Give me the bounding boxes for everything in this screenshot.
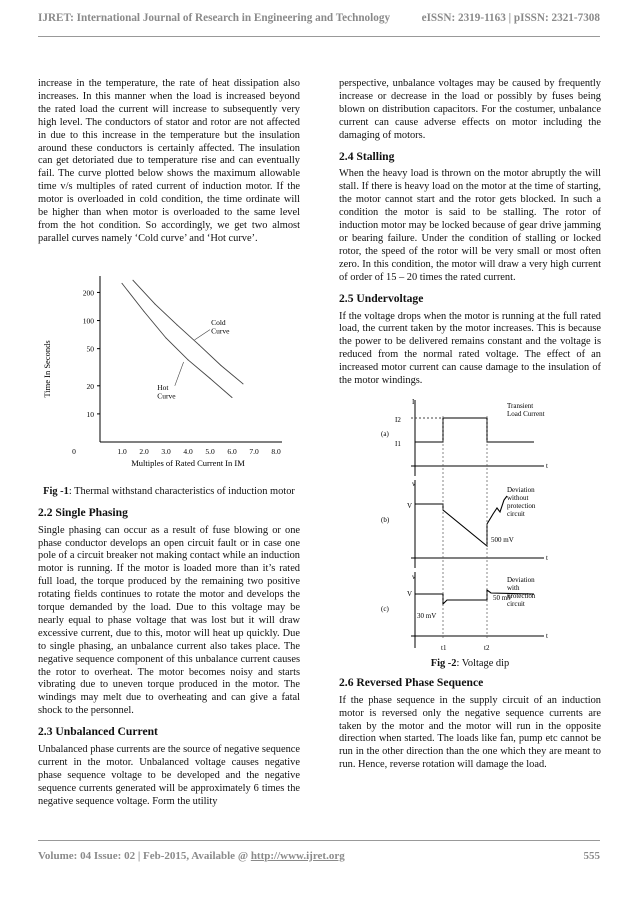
panel-a-level-low: I1: [395, 439, 401, 448]
running-header: [38, 12, 600, 24]
x-tick-label: 1.0: [117, 446, 127, 456]
section-2-2-body: Single phasing can occur as a result of fuse blowing or one phase conductor develops an open circuit fault or in case one pole of a circuit breaker not making contact while an induction motor is running. If the motor is loaded more than it’s rated full load, the torque produced by the remaining two positive rotating fields continues to rotate the motor and develops the torque demanded by the load. Due to this voltage may be nearly equal to phase voltage that was lost but it will draw excessive current, due to this, motor will heat up quickly. Due to single phasing, an unbalance current also takes place. The negative sequence component of this unbalance current causes the rotor to overheat. The motor becomes noisy and starts vibrating due to uneven torque produced in the motor. The windings may melt due to overheating and can give a fatal shock to the personnel.: [38, 524, 300, 717]
cold-curve-point: [155, 303, 156, 304]
panel-c-level-v: V: [407, 589, 413, 598]
header-rule: [38, 36, 600, 37]
panel-a-annotation: Transient Load Current: [507, 401, 545, 418]
section-2-4-title: 2.4 Stalling: [339, 149, 395, 163]
page-number: 555: [583, 850, 600, 862]
x-tick-label: 0: [72, 446, 76, 456]
hot-curve-point: [144, 311, 145, 312]
x-tick-label: 3.0: [161, 446, 171, 456]
y-tick-label: 50: [86, 344, 94, 354]
cold-curve-leader: [195, 329, 210, 339]
panel-b-label: (b): [381, 515, 390, 524]
t2-label: t2: [484, 643, 490, 652]
section-2-2-title: 2.2 Single Phasing: [38, 505, 128, 519]
fig2-caption-text: : Voltage dip: [456, 657, 510, 669]
section-2-6-title: 2.6 Reversed Phase Sequence: [339, 675, 484, 689]
panel-b-annotation: Deviation without protection circuit: [507, 485, 536, 518]
y-tick-label: 10: [86, 409, 94, 419]
footer-url-link[interactable]: http://www.ijret.org: [250, 850, 345, 862]
section-2-5-body: If the voltage drops when the motor is running at the full rated load, the current taken by the motor increases. This is because the power to be delivered remains constant and the voltage is reduced from the normal rated voltage. The effect of an increased motor current can cause damage to the insulation of the motor windings.: [339, 310, 601, 387]
x-tick-label: 7.0: [249, 446, 259, 456]
panel-a-level-high: I2: [395, 415, 401, 424]
left-column: [38, 78, 300, 817]
cold-curve-point: [177, 324, 178, 325]
hot-curve-point: [232, 397, 233, 398]
hot-curve-leader: [175, 362, 184, 386]
panel-c-annotation: Deviation with protection circuit: [507, 575, 536, 608]
y-tick-label: 100: [82, 316, 94, 326]
panel-b-dip-value: 500 mV: [491, 535, 514, 544]
right-column: [339, 78, 601, 780]
fig2-voltage-dip-diagram: [339, 396, 601, 654]
x-axis-label: Multiples of Rated Current In IM: [131, 457, 245, 468]
hot-curve-point: [210, 378, 211, 379]
t1-label: t1: [441, 643, 447, 652]
panel-c-t-label: t: [546, 631, 548, 640]
fig1-caption: [38, 486, 300, 499]
section-2-6-body: If the phase sequence in the supply circuit of an induction motor is reversed only the negative sequence currents are taken by the motor and the motor will run in the opposite direction when started. The loads like fan, pump etc cannot be run in the other direction than the one which they are meant to run. Hence, reverse rotation will damage the load.: [339, 694, 601, 771]
section-2-3-body: Unbalanced phase currents are the source of negative sequence current in the motor. Unbalanced voltage causes negative phase sequence voltage to be developed and the negative sequence currents generated will be approximately 6 times the negative sequence voltage. Form the utility: [38, 744, 300, 807]
page-footer: [38, 850, 600, 862]
x-tick-label: 5.0: [205, 446, 215, 456]
x-tick-label: 2.0: [139, 446, 149, 456]
cold-curve-point: [199, 344, 200, 345]
panel-c-dip-value: 30 mV: [417, 611, 437, 620]
y-tick-label: 200: [82, 288, 94, 298]
panel-b-axis-label: v: [412, 479, 416, 488]
panel-a-axis-label: I: [412, 397, 415, 406]
x-tick-label: 8.0: [271, 446, 281, 456]
cold-curve-label: Cold Curve: [211, 317, 230, 336]
cold-curve-point: [221, 365, 222, 366]
section-2-4-body: When the heavy load is thrown on the motor abruptly the will stall. If there is heavy load on the motor at the time of starting, the motor cannot start and the rotor gets blocked. In such a condition the motor is said to be stalling. The rotor of induction motor may be locked because of gear drive jamming or bearing failure. Under the condition of stalling or locked rotor, the speed of the rotor will be very small or most often zero. In this condition, the motor will draw a very high current of order of 15 – 20 times the rated current.: [339, 168, 601, 283]
footer-volume: [38, 850, 345, 862]
panel-c-axis-label: v: [412, 572, 416, 581]
footer-volume-text: Volume: 04 Issue: 02 | Feb-2015, Available @: [38, 850, 249, 862]
panel-b-t-label: t: [546, 553, 548, 562]
panel-b-level-v: V: [407, 501, 413, 510]
hot-curve-point: [188, 359, 189, 360]
cold-curve-point: [133, 280, 134, 281]
panel-c-overshoot-value: 50 mV: [493, 593, 513, 602]
x-tick-label: 4.0: [183, 446, 193, 456]
cold-curve-point: [243, 383, 244, 384]
intro-paragraph: increase in the temperature, the rate of heat dissipation also increases. In this manner when the load is increased beyond the rated load the current will increase to subsequently very high level. The conductors of stator and rotor are not affected in due to this increase in the temperature but the insulation around these conductors is certainly affected. The insulation can get detoriated due to temperature rise and can eventually fail. The curve plotted below shows the maximum allowable time v/s multiples of rated current of induction motor. If the motor is overloaded in cold condition, the time ordinate will be higher than when motor is overloaded to the same level from the hot condition. So accordingly, we get two almost parallel curves namely ‘Cold curve’ and ‘Hot curve’.: [38, 78, 300, 244]
x-tick-label: 6.0: [227, 446, 237, 456]
panel-c-label: (c): [381, 604, 389, 613]
fig1-thermal-chart: [38, 254, 300, 482]
footer-rule: [38, 840, 600, 841]
section-2-3-title: 2.3 Unbalanced Current: [38, 725, 158, 739]
hot-curve-point: [122, 283, 123, 284]
fig1-label: Fig -1: [43, 485, 69, 497]
panel-a-t-label: t: [546, 461, 548, 470]
fig2-label: Fig -2: [430, 657, 457, 669]
y-axis-label: Time In Seconds: [42, 340, 52, 398]
y-tick-label: 20: [86, 381, 94, 391]
hot-curve-label: Hot Curve: [157, 382, 176, 401]
section-2-5-title: 2.5 Undervoltage: [339, 291, 424, 305]
issn: eISSN: 2319-1163 | pISSN: 2321-7308: [421, 12, 600, 24]
continuation-paragraph: perspective, unbalance voltages may be caused by frequently increase or decrease in the load or possibly by fuses being blown on distribution capacitors. For the costumer, unbalance current can cause adverse effects on motor including the damaging of motors.: [339, 78, 601, 141]
hot-curve-point: [166, 337, 167, 338]
journal-name: IJRET: International Journal of Research in Engineering and Technology: [38, 12, 391, 24]
fig2-caption: [339, 658, 601, 671]
panel-a-current-waveform: [415, 418, 534, 442]
fig1-caption-text: : Thermal withstand characteristics of induction motor: [68, 485, 295, 497]
panel-a-label: (a): [381, 429, 389, 438]
